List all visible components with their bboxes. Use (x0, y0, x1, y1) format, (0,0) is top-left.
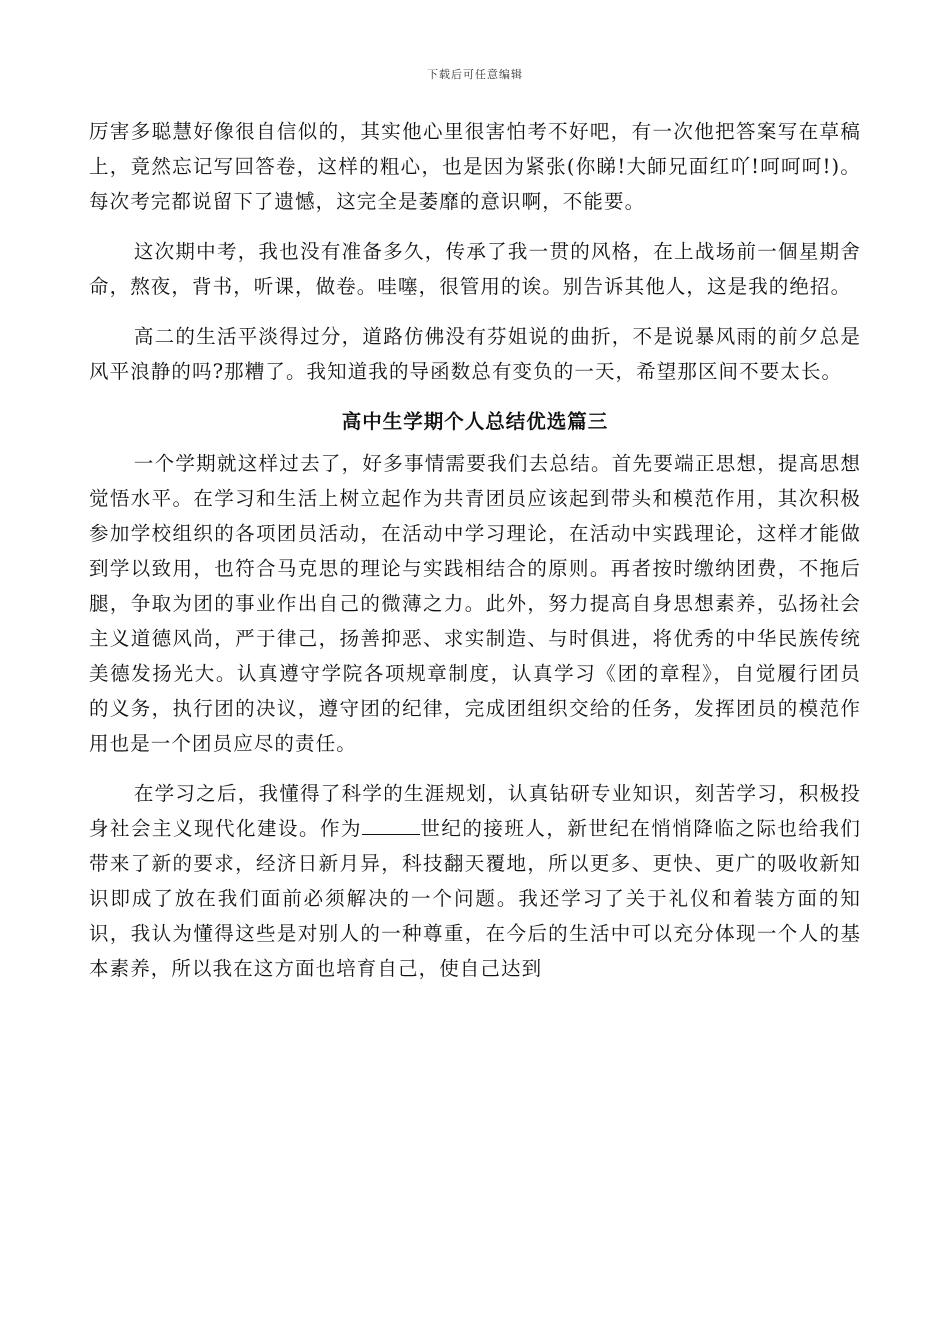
paragraph-5-part-2: 世纪的接班人，新世纪在悄悄降临之际也给我们带来了新的要求，经济日新月异，科技翻天覆地，所以更多、更快、更广的吸收新知识即成了放在我们面前必须解决的一个问题。我还学习了关于礼仪和着装方面的知识，我认为懂得这些是对别人的一种尊重，在今后的生活中可以充分体现一个人的基本素养，所以我在这方面也培育自己，使自己达到 (89, 817, 861, 980)
paragraph-3: 高二的生活平淡得过分，道路仿佛没有芬姐说的曲折，不是说暴风雨的前夕总是风平浪静的吗?那糟了。我知道我的导函数总有变负的一天，希望那区间不要太长。 (89, 325, 861, 383)
fill-in-blank (362, 816, 420, 835)
paragraph-5 (89, 776, 861, 986)
page-header: 下载后可任意编辑 (427, 68, 523, 81)
paragraph-5-part-1: 在学习之后，我懂得了科学的生涯规划，认真钻研专业知识，刻苦学习，积极投身社会主义现代化建设。作为 (89, 782, 861, 840)
paragraph-4: 一个学期就这样过去了，好多事情需要我们去总结。首先要端正思想，提高思想觉悟水平。在学习和生活上树立起作为共青团员应该起到带头和模范作用，其次积极参加学校组织的各项团员活动，在活动中学习理论，在活动中实践理论，这样才能做到学以致用，也符合马克思的理论与实践相结合的原则。再者按时缴纳团费，不拖后腿，争取为团的事业作出自己的微薄之力。此外，努力提高自身思想素养，弘扬社会主义道德风尚，严于律己，扬善抑恶、求实制造、与时俱进，将优秀的中华民族传统美德发扬光大。认真遵守学院各项规章制度，认真学习《团的章程》，自觉履行团员的义务，执行团的决议，遵守团的纪律，完成团组织交给的任务，发挥团员的模范作用也是一个团员应尽的责任。 (89, 452, 861, 755)
paragraph-1: 厉害多聪慧好像很自信似的，其实他心里很害怕考不好吧，有一次他把答案写在草稿上，竟然忘记写回答卷，这样的粗心，也是因为紧张(你睇!大師兄面红吖!呵呵呵!)。每次考完都说留下了遗憾，这完全是萎靡的意识啊，不能要。 (89, 120, 861, 213)
document-body (89, 114, 861, 986)
paragraph-2: 这次期中考，我也没有准备多久，传承了我一贯的风格，在上战场前一個星期舍命，熬夜，背书，听课，做卷。哇噻，很管用的诶。别告诉其他人，这是我的绝招。 (89, 240, 861, 298)
section-heading: 高中生学期个人总结优选篇三 (341, 410, 609, 433)
